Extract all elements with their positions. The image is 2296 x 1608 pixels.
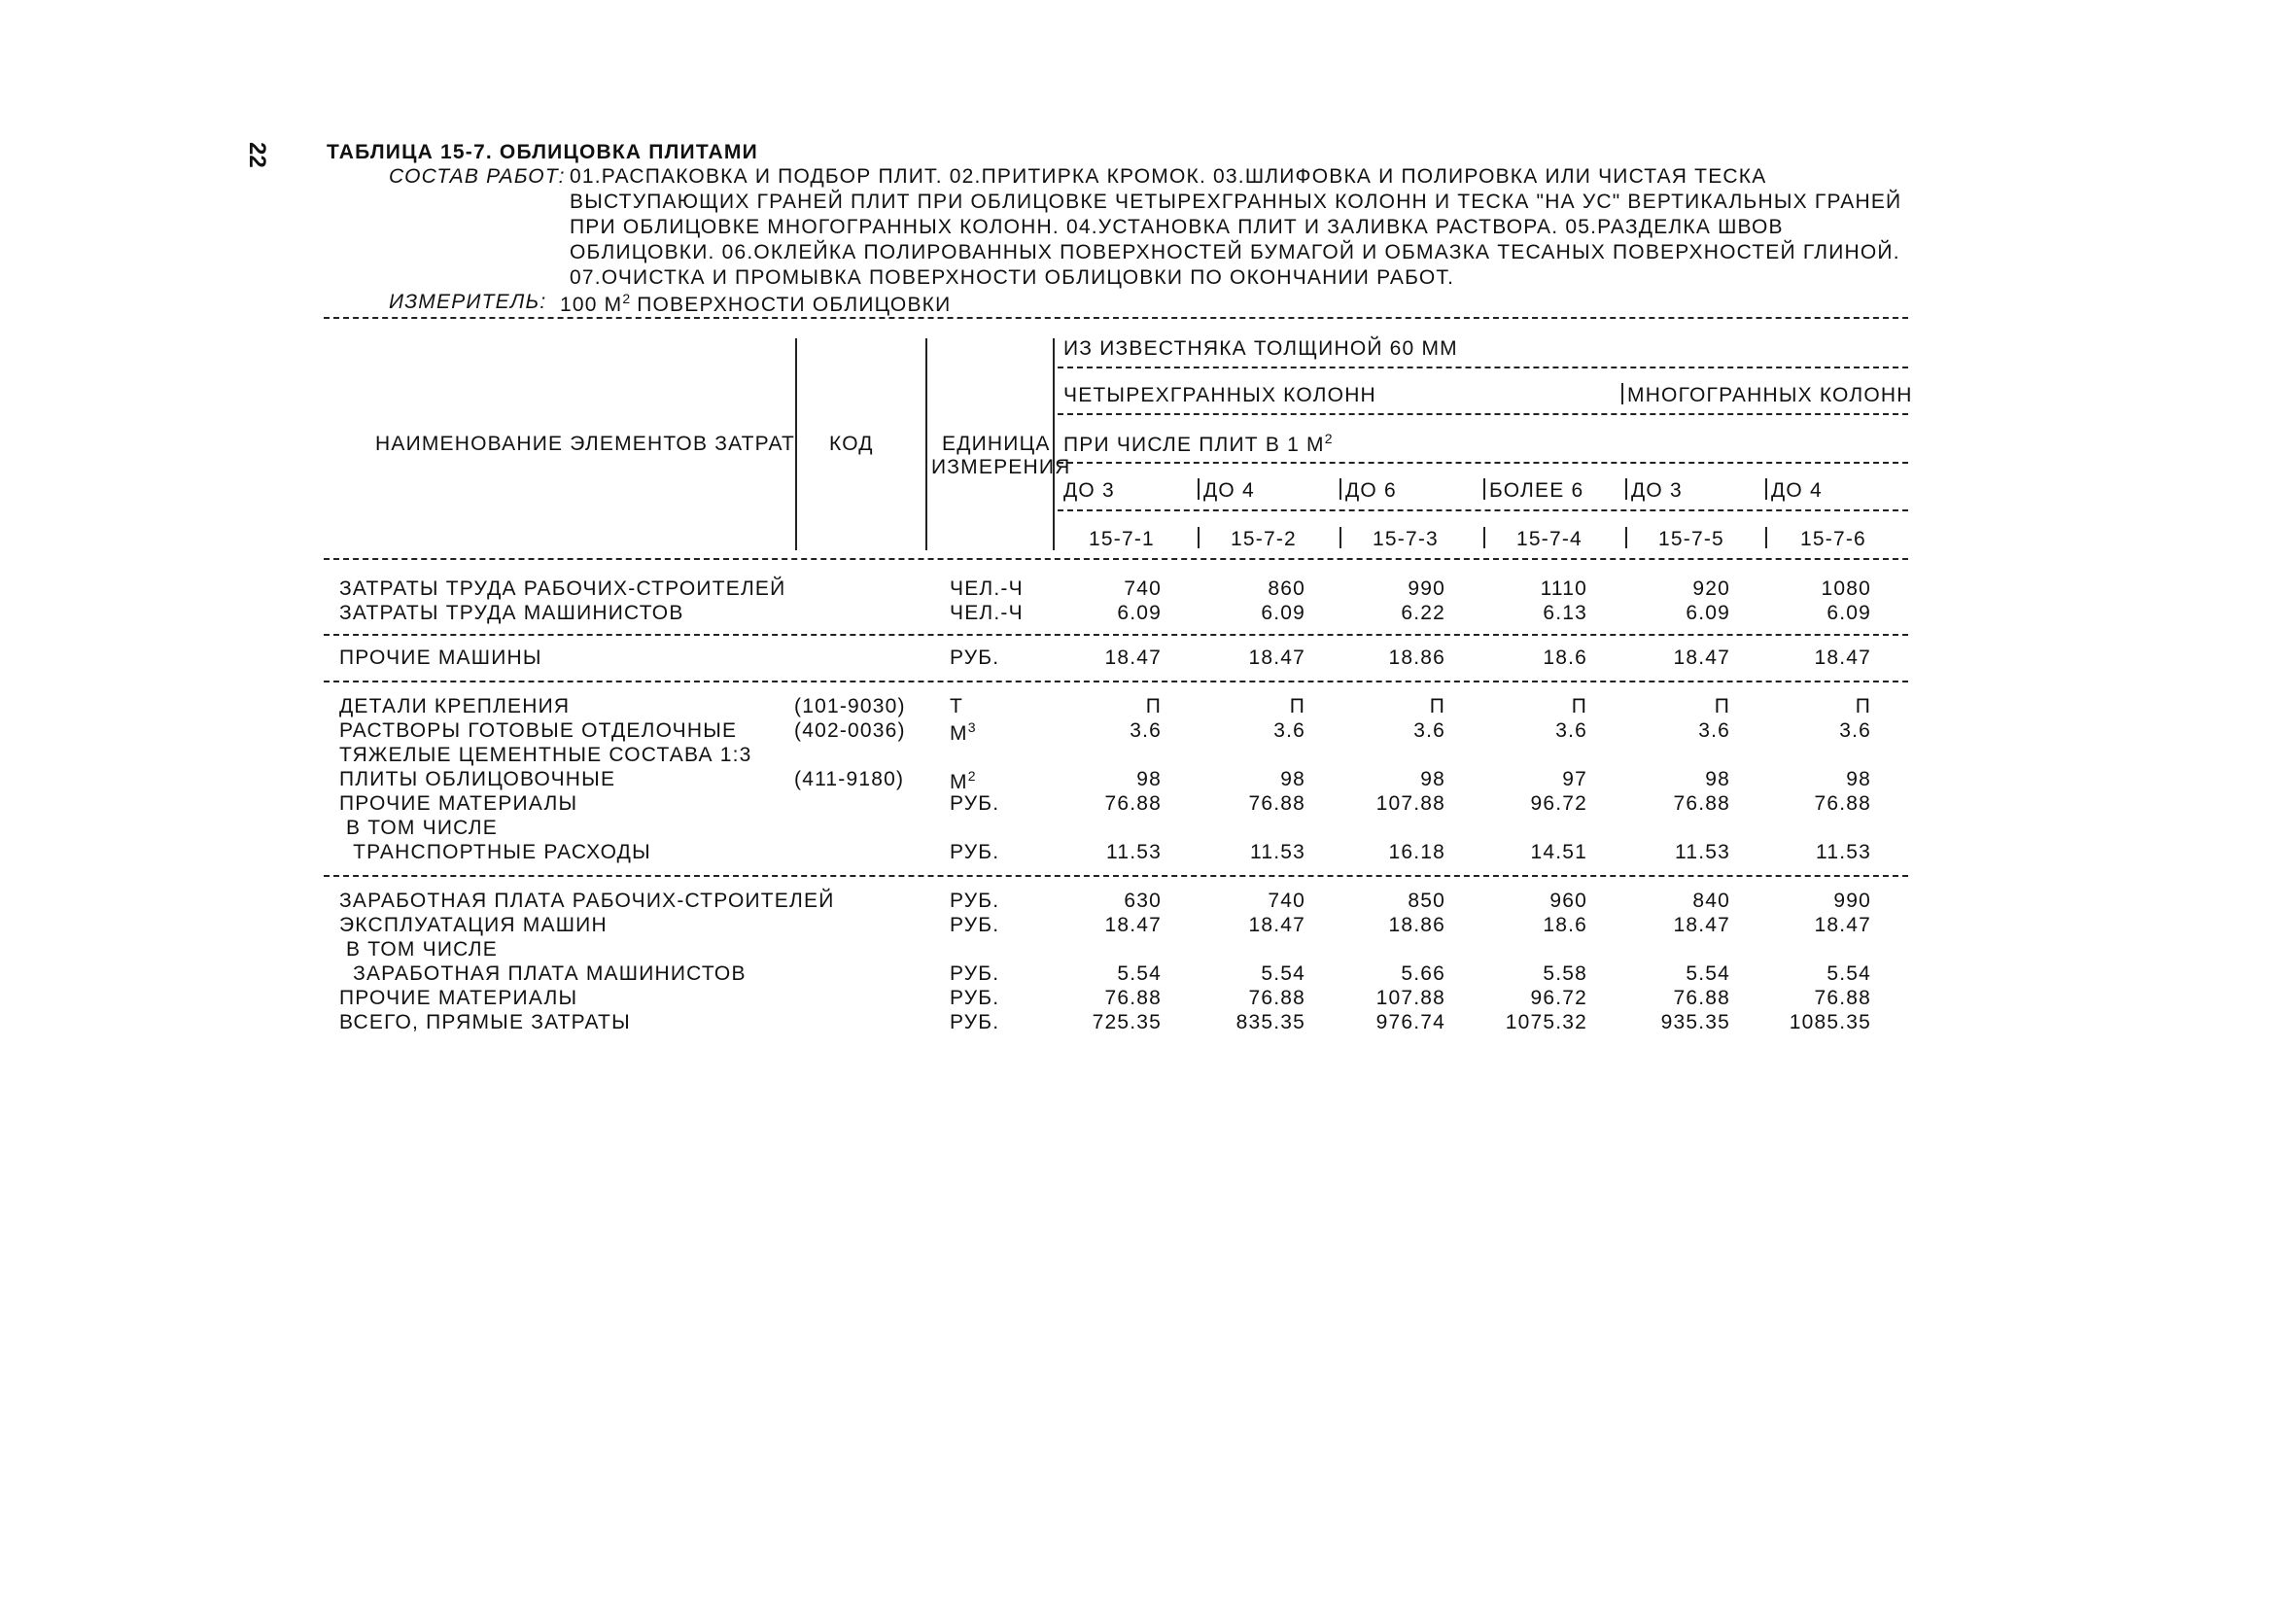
row-value: 960 <box>1549 890 1587 912</box>
row-value: 98 <box>1846 768 1871 790</box>
row-unit: ЧЕЛ.-Ч <box>950 602 1024 624</box>
rule <box>1058 367 1908 368</box>
col-divider <box>1625 478 1627 500</box>
row-value: 1110 <box>1540 577 1587 600</box>
row-value: 1080 <box>1821 577 1871 600</box>
row-name: ПРОЧИЕ МАТЕРИАЛЫ <box>339 987 578 1009</box>
row-value: 76.88 <box>1104 792 1162 815</box>
row-name: ЗАТРАТЫ ТРУДА РАБОЧИХ-СТРОИТЕЛЕЙ <box>339 577 786 600</box>
row-unit: Т <box>950 695 964 717</box>
row-value: 630 <box>1124 890 1162 912</box>
row-value: 76.88 <box>1814 987 1871 1009</box>
row-value: 76.88 <box>1673 792 1730 815</box>
header-four-sided: ЧЕТЫРЕХГРАННЫХ КОЛОНН <box>1063 384 1376 406</box>
row-value: 11.53 <box>1675 841 1730 863</box>
composition-line-1: 01.РАСПАКОВКА И ПОДБОР ПЛИТ. 02.ПРИТИРКА КРОМОК. 03.ШЛИФОВКА И ПОЛИРОВКА ИЛИ ЧИСТАЯ ТЕСКА <box>570 165 1767 188</box>
row-value: 3.6 <box>1413 719 1445 742</box>
row-value: 6.09 <box>1117 602 1162 624</box>
row-value: 11.53 <box>1250 841 1305 863</box>
rule <box>324 634 1908 636</box>
row-name: ЗАРАБОТНАЯ ПЛАТА РАБОЧИХ-СТРОИТЕЛЕЙ <box>339 890 835 912</box>
row-value: 6.13 <box>1543 602 1587 624</box>
row-unit: РУБ. <box>950 962 1000 985</box>
header-multi-sided: МНОГОГРАННЫХ КОЛОНН <box>1627 384 1913 406</box>
row-value: П <box>1714 695 1730 717</box>
header-name: НАИМЕНОВАНИЕ ЭЛЕМЕНТОВ ЗАТРАТ <box>375 433 796 455</box>
row-value: 107.88 <box>1375 792 1445 815</box>
row-value: 98 <box>1136 768 1162 790</box>
row-unit: РУБ. <box>950 792 1000 815</box>
row-value: 18.6 <box>1543 647 1587 669</box>
row-value: 16.18 <box>1388 841 1445 863</box>
row-name: ТЯЖЕЛЫЕ ЦЕМЕНТНЫЕ СОСТАВА 1:3 <box>339 744 752 766</box>
rule <box>324 317 1908 319</box>
count-2: ДО 4 <box>1203 479 1255 502</box>
page-number: 22 <box>244 142 270 168</box>
row-value: 18.47 <box>1104 914 1162 936</box>
row-value: 76.88 <box>1104 987 1162 1009</box>
row-value: 18.47 <box>1248 914 1305 936</box>
row-value: 860 <box>1268 577 1305 600</box>
row-value: 96.72 <box>1530 987 1587 1009</box>
row-value: 740 <box>1268 890 1305 912</box>
col-divider <box>1621 383 1623 404</box>
row-value: 5.54 <box>1826 962 1871 985</box>
row-value: 6.22 <box>1401 602 1445 624</box>
row-value: 18.86 <box>1388 647 1445 669</box>
row-value: 98 <box>1420 768 1445 790</box>
row-value: 5.54 <box>1117 962 1162 985</box>
code-1: 15-7-1 <box>1089 528 1155 550</box>
row-name: ЗАРАБОТНАЯ ПЛАТА МАШИНИСТОВ <box>339 962 747 985</box>
row-value: 3.6 <box>1130 719 1162 742</box>
col-divider <box>1483 527 1485 548</box>
row-value: 850 <box>1408 890 1445 912</box>
row-value: 18.47 <box>1104 647 1162 669</box>
col-divider <box>1198 527 1200 548</box>
row-name: ВСЕГО, ПРЯМЫЕ ЗАТРАТЫ <box>339 1011 631 1033</box>
row-value: 76.88 <box>1814 792 1871 815</box>
row-value: 11.53 <box>1106 841 1162 863</box>
header-group: ИЗ ИЗВЕСТНЯКА ТОЛЩИНОЙ 60 ММ <box>1063 337 1458 360</box>
row-unit: РУБ. <box>950 647 1000 669</box>
code-4: 15-7-4 <box>1516 528 1583 550</box>
row-unit: $М^2$ <box>950 768 976 793</box>
row-value: 3.6 <box>1555 719 1587 742</box>
col-divider <box>1765 527 1767 548</box>
composition-line-2: ВЫСТУПАЮЩИХ ГРАНЕЙ ПЛИТ ПРИ ОБЛИЦОВКЕ ЧЕТЫРЕХГРАННЫХ КОЛОНН И ТЕСКА "НА УС" ВЕРТИКАЛЬНЫХ ГРАНЕЙ <box>570 191 1902 213</box>
table-title: ТАБЛИЦА 15-7. ОБЛИЦОВКА ПЛИТАМИ <box>327 141 758 163</box>
row-name: ЭКСПЛУАТАЦИЯ МАШИН <box>339 914 608 936</box>
row-unit: $М^3$ <box>950 719 976 745</box>
row-value: 840 <box>1692 890 1730 912</box>
col-divider <box>925 338 927 550</box>
row-value: 6.09 <box>1826 602 1871 624</box>
row-name: РАСТВОРЫ ГОТОВЫЕ ОТДЕЛОЧНЫЕ <box>339 719 738 742</box>
row-unit-exponent: 2 <box>967 768 976 784</box>
row-value: П <box>1855 695 1871 717</box>
code-3: 15-7-3 <box>1373 528 1439 550</box>
count-4: БОЛЕЕ 6 <box>1489 479 1584 502</box>
code-5: 15-7-5 <box>1658 528 1724 550</box>
row-value: 990 <box>1833 890 1871 912</box>
header-unit-1: ЕДИНИЦА <box>942 433 1051 455</box>
row-code: (101-9030) <box>794 695 906 717</box>
count-5: ДО 3 <box>1631 479 1683 502</box>
row-value: 76.88 <box>1248 987 1305 1009</box>
row-unit: ЧЕЛ.-Ч <box>950 577 1024 600</box>
row-value: 98 <box>1705 768 1730 790</box>
composition-line-4: ОБЛИЦОВКИ. 06.ОКЛЕЙКА ПОЛИРОВАННЫХ ПОВЕРХНОСТЕЙ БУМАГОЙ И ОБМАЗКА ТЕСАНЫХ ПОВЕРХНОСТЕЙ ГЛИНОЙ. <box>570 241 1900 263</box>
header-code: КОД <box>829 433 874 455</box>
header-unit-2: ИЗМЕРЕНИЯ <box>931 456 1071 478</box>
rule <box>1058 413 1908 415</box>
row-value: 3.6 <box>1273 719 1305 742</box>
row-unit: РУБ. <box>950 1011 1000 1033</box>
row-value: 18.86 <box>1388 914 1445 936</box>
col-divider <box>1765 478 1767 500</box>
row-value: П <box>1145 695 1162 717</box>
row-value: 1085.35 <box>1789 1011 1871 1033</box>
row-value: 3.6 <box>1839 719 1871 742</box>
col-divider <box>1483 478 1485 500</box>
rule <box>324 558 1908 560</box>
row-value: 98 <box>1280 768 1305 790</box>
col-divider <box>1053 338 1055 550</box>
row-value: 740 <box>1124 577 1162 600</box>
row-value: 990 <box>1408 577 1445 600</box>
row-name: ДЕТАЛИ КРЕПЛЕНИЯ <box>339 695 571 717</box>
count-3: ДО 6 <box>1345 479 1397 502</box>
row-value: 18.47 <box>1673 647 1730 669</box>
row-name: ПЛИТЫ ОБЛИЦОВОЧНЫЕ <box>339 768 616 790</box>
composition-label: СОСТАВ РАБОТ: <box>389 165 566 188</box>
row-value: 5.54 <box>1261 962 1305 985</box>
row-value: 3.6 <box>1698 719 1730 742</box>
rule <box>324 681 1908 682</box>
rule <box>1058 509 1908 511</box>
row-value: 76.88 <box>1248 792 1305 815</box>
row-value: 11.53 <box>1816 841 1871 863</box>
code-2: 15-7-2 <box>1231 528 1297 550</box>
row-value: П <box>1289 695 1305 717</box>
row-name: ПРОЧИЕ МАШИНЫ <box>339 647 542 669</box>
row-value: 18.47 <box>1814 914 1871 936</box>
count-6: ДО 4 <box>1771 479 1823 502</box>
row-value: 18.6 <box>1543 914 1587 936</box>
row-name: В ТОМ ЧИСЛЕ <box>339 817 498 839</box>
row-unit: РУБ. <box>950 914 1000 936</box>
row-name: В ТОМ ЧИСЛЕ <box>339 938 498 961</box>
composition-line-3: ПРИ ОБЛИЦОВКЕ МНОГОГРАННЫХ КОЛОНН. 04.УСТАНОВКА ПЛИТ И ЗАЛИВКА РАСТВОРА. 05.РАЗДЕЛКА ШВОВ <box>570 216 1784 238</box>
row-value: 5.66 <box>1401 962 1445 985</box>
row-value: 18.47 <box>1673 914 1730 936</box>
row-value: 107.88 <box>1375 987 1445 1009</box>
count-1: ДО 3 <box>1063 479 1115 502</box>
row-value: 5.54 <box>1686 962 1730 985</box>
col-divider <box>795 338 797 550</box>
rule <box>324 875 1908 877</box>
row-value: 14.51 <box>1530 841 1587 863</box>
row-value: 96.72 <box>1530 792 1587 815</box>
col-divider <box>1625 527 1627 548</box>
row-unit: РУБ. <box>950 890 1000 912</box>
measure-label: ИЗМЕРИТЕЛЬ: <box>389 291 547 313</box>
row-value: 725.35 <box>1092 1011 1162 1033</box>
row-value: 976.74 <box>1375 1011 1445 1033</box>
row-value: П <box>1571 695 1587 717</box>
row-value: 18.47 <box>1814 647 1871 669</box>
row-code: (411-9180) <box>794 768 905 790</box>
row-name: ПРОЧИЕ МАТЕРИАЛЫ <box>339 792 578 815</box>
row-value: 76.88 <box>1673 987 1730 1009</box>
row-value: 6.09 <box>1261 602 1305 624</box>
measure-value: 100 $М^2$ ПОВЕРХНОСТИ ОБЛИЦОВКИ <box>560 291 952 316</box>
row-unit: РУБ. <box>950 987 1000 1009</box>
code-6: 15-7-6 <box>1800 528 1866 550</box>
row-value: 97 <box>1562 768 1587 790</box>
header-plates: ПРИ ЧИСЛЕ ПЛИТ В 1 $М^2$ <box>1063 431 1333 456</box>
col-divider <box>1198 478 1200 500</box>
row-value: 1075.32 <box>1505 1011 1587 1033</box>
row-name: ЗАТРАТЫ ТРУДА МАШИНИСТОВ <box>339 602 684 624</box>
row-unit: РУБ. <box>950 841 1000 863</box>
row-unit-exponent: 3 <box>967 719 976 735</box>
row-code: (402-0036) <box>794 719 906 742</box>
row-value: П <box>1429 695 1445 717</box>
row-value: 18.47 <box>1248 647 1305 669</box>
rule <box>1058 462 1908 464</box>
row-value: 5.58 <box>1543 962 1587 985</box>
row-value: 835.35 <box>1235 1011 1305 1033</box>
row-value: 920 <box>1692 577 1730 600</box>
row-value: 6.09 <box>1686 602 1730 624</box>
col-divider <box>1339 478 1341 500</box>
row-value: 935.35 <box>1660 1011 1730 1033</box>
composition-line-5: 07.ОЧИСТКА И ПРОМЫВКА ПОВЕРХНОСТИ ОБЛИЦОВКИ ПО ОКОНЧАНИИ РАБОТ. <box>570 266 1455 289</box>
col-divider <box>1339 527 1341 548</box>
row-name: ТРАНСПОРТНЫЕ РАСХОДЫ <box>339 841 651 863</box>
